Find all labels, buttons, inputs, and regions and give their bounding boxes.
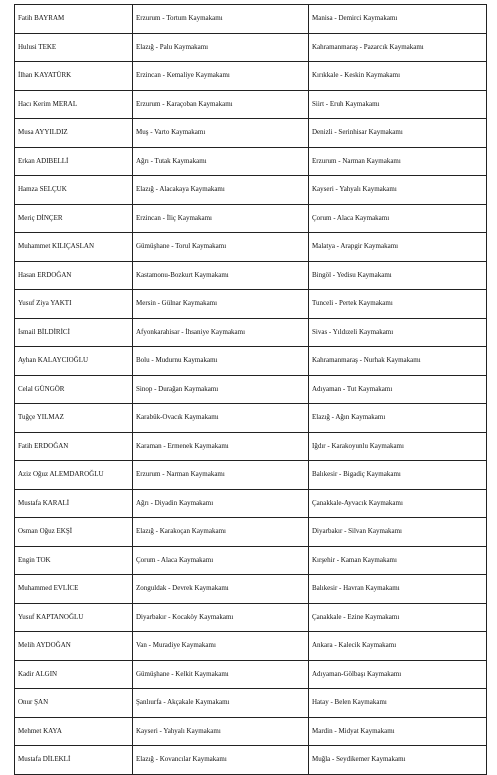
table-row bbox=[15, 375, 487, 404]
current-post-cell: Elazığ - Palu Kaymakamı bbox=[133, 33, 309, 62]
person-name-cell: Hasan ERDOĞAN bbox=[15, 261, 133, 290]
new-post-cell: Siirt - Eruh Kaymakamı bbox=[309, 90, 487, 119]
current-post-cell: Diyarbakır - Kocaköy Kaymakamı bbox=[133, 603, 309, 632]
table-row bbox=[15, 33, 487, 62]
new-post-cell: Kahramanmaraş - Pazarcık Kaymakamı bbox=[309, 33, 487, 62]
current-post-cell: Van - Muradiye Kaymakamı bbox=[133, 632, 309, 661]
current-post-cell: Bolu - Mudurnu Kaymakamı bbox=[133, 347, 309, 376]
table-row bbox=[15, 404, 487, 433]
current-post-cell: Afyonkarahisar - İhsaniye Kaymakamı bbox=[133, 318, 309, 347]
new-post-cell: Mardin - Midyat Kaymakamı bbox=[309, 717, 487, 746]
table-row bbox=[15, 461, 487, 490]
table-row bbox=[15, 119, 487, 148]
current-post-cell: Muş - Varto Kaymakamı bbox=[133, 119, 309, 148]
new-post-cell: Çorum - Alaca Kaymakamı bbox=[309, 204, 487, 233]
person-name-cell: Yusuf Ziya YAKTI bbox=[15, 290, 133, 319]
new-post-cell: Iğdır - Karakoyunlu Kaymakamı bbox=[309, 432, 487, 461]
table-row bbox=[15, 518, 487, 547]
table-row bbox=[15, 347, 487, 376]
table-row bbox=[15, 290, 487, 319]
table-row bbox=[15, 746, 487, 775]
table-row bbox=[15, 233, 487, 262]
new-post-cell: Kırıkkale - Keskin Kaymakamı bbox=[309, 62, 487, 91]
person-name-cell: Yusuf KAPTANOĞLU bbox=[15, 603, 133, 632]
person-name-cell: Melih AYDOĞAN bbox=[15, 632, 133, 661]
person-name-cell: İlhan KAYATÜRK bbox=[15, 62, 133, 91]
person-name-cell: Fatih BAYRAM bbox=[15, 5, 133, 34]
person-name-cell: Meriç DİNÇER bbox=[15, 204, 133, 233]
current-post-cell: Elazığ - Karakoçan Kaymakamı bbox=[133, 518, 309, 547]
person-name-cell: Celal GÜNGÖR bbox=[15, 375, 133, 404]
new-post-cell: Tunceli - Pertek Kaymakamı bbox=[309, 290, 487, 319]
current-post-cell: Elazığ - Kovancılar Kaymakamı bbox=[133, 746, 309, 775]
table-row bbox=[15, 5, 487, 34]
new-post-cell: Kayseri - Yahyalı Kaymakamı bbox=[309, 176, 487, 205]
current-post-cell: Karabük-Ovacık Kaymakamı bbox=[133, 404, 309, 433]
person-name-cell: Mustafa DİLEKLİ bbox=[15, 746, 133, 775]
appointment-table-body bbox=[15, 5, 487, 775]
person-name-cell: Muhammed EVLİCE bbox=[15, 575, 133, 604]
table-row bbox=[15, 147, 487, 176]
person-name-cell: Erkan ADIBELLİ bbox=[15, 147, 133, 176]
person-name-cell: Hamza SELÇUK bbox=[15, 176, 133, 205]
new-post-cell: Ankara - Kalecik Kaymakamı bbox=[309, 632, 487, 661]
person-name-cell: Musa AYYILDIZ bbox=[15, 119, 133, 148]
new-post-cell: Erzurum - Narman Kaymakamı bbox=[309, 147, 487, 176]
table-row bbox=[15, 689, 487, 718]
current-post-cell: Erzurum - Narman Kaymakamı bbox=[133, 461, 309, 490]
new-post-cell: Kırşehir - Kaman Kaymakamı bbox=[309, 546, 487, 575]
new-post-cell: Denizli - Serinhisar Kaymakamı bbox=[309, 119, 487, 148]
table-row bbox=[15, 603, 487, 632]
new-post-cell: Bingöl - Yedisu Kaymakamı bbox=[309, 261, 487, 290]
table-row bbox=[15, 632, 487, 661]
person-name-cell: Engin TOK bbox=[15, 546, 133, 575]
table-row bbox=[15, 90, 487, 119]
new-post-cell: Adıyaman - Tut Kaymakamı bbox=[309, 375, 487, 404]
person-name-cell: Tuğçe YILMAZ bbox=[15, 404, 133, 433]
table-row bbox=[15, 432, 487, 461]
person-name-cell: Fatih ERDOĞAN bbox=[15, 432, 133, 461]
person-name-cell: Mehmet KAYA bbox=[15, 717, 133, 746]
person-name-cell: Hulusi TEKE bbox=[15, 33, 133, 62]
new-post-cell: Adıyaman-Gölbaşı Kaymakamı bbox=[309, 660, 487, 689]
current-post-cell: Karaman - Ermenek Kaymakamı bbox=[133, 432, 309, 461]
new-post-cell: Çanakkale-Ayvacık Kaymakamı bbox=[309, 489, 487, 518]
new-post-cell: Elazığ - Ağın Kaymakamı bbox=[309, 404, 487, 433]
current-post-cell: Erzurum - Tortum Kaymakamı bbox=[133, 5, 309, 34]
person-name-cell: Kadir ALGIN bbox=[15, 660, 133, 689]
current-post-cell: Gümüşhane - Kelkit Kaymakamı bbox=[133, 660, 309, 689]
person-name-cell: İsmail BİLDİRİCİ bbox=[15, 318, 133, 347]
new-post-cell: Malatya - Arapgir Kaymakamı bbox=[309, 233, 487, 262]
new-post-cell: Diyarbakır - Silvan Kaymakamı bbox=[309, 518, 487, 547]
new-post-cell: Kahramanmaraş - Nurhak Kaymakamı bbox=[309, 347, 487, 376]
new-post-cell: Sivas - Yıldızeli Kaymakamı bbox=[309, 318, 487, 347]
new-post-cell: Balıkesir - Havran Kaymakamı bbox=[309, 575, 487, 604]
current-post-cell: Çorum - Alaca Kaymakamı bbox=[133, 546, 309, 575]
table-row bbox=[15, 489, 487, 518]
person-name-cell: Hacı Kerim MERAL bbox=[15, 90, 133, 119]
new-post-cell: Balıkesir - Bigadiç Kaymakamı bbox=[309, 461, 487, 490]
current-post-cell: Ağrı - Diyadin Kaymakamı bbox=[133, 489, 309, 518]
table-row bbox=[15, 62, 487, 91]
table-row bbox=[15, 318, 487, 347]
person-name-cell: Ayhan KALAYCIOĞLU bbox=[15, 347, 133, 376]
new-post-cell: Hatay - Belen Kaymakamı bbox=[309, 689, 487, 718]
new-post-cell: Çanakkale - Ezine Kaymakamı bbox=[309, 603, 487, 632]
current-post-cell: Erzincan - İliç Kaymakamı bbox=[133, 204, 309, 233]
appointment-table bbox=[14, 4, 487, 775]
person-name-cell: Osman Oğuz EKŞİ bbox=[15, 518, 133, 547]
person-name-cell: Muhammet KILIÇASLAN bbox=[15, 233, 133, 262]
current-post-cell: Erzurum - Karaçoban Kaymakamı bbox=[133, 90, 309, 119]
current-post-cell: Kayseri - Yahyalı Kaymakamı bbox=[133, 717, 309, 746]
current-post-cell: Elazığ - Alacakaya Kaymakamı bbox=[133, 176, 309, 205]
table-row bbox=[15, 660, 487, 689]
current-post-cell: Sinop - Durağan Kaymakamı bbox=[133, 375, 309, 404]
current-post-cell: Kastamonu-Bozkurt Kaymakamı bbox=[133, 261, 309, 290]
person-name-cell: Onur ŞAN bbox=[15, 689, 133, 718]
table-row bbox=[15, 204, 487, 233]
person-name-cell: Aziz Oğuz ALEMDAROĞLU bbox=[15, 461, 133, 490]
current-post-cell: Ağrı - Tutak Kaymakamı bbox=[133, 147, 309, 176]
person-name-cell: Mustafa KARALİ bbox=[15, 489, 133, 518]
current-post-cell: Mersin - Gülnar Kaymakamı bbox=[133, 290, 309, 319]
current-post-cell: Erzincan - Kemaliye Kaymakamı bbox=[133, 62, 309, 91]
table-row bbox=[15, 176, 487, 205]
table-row bbox=[15, 717, 487, 746]
new-post-cell: Manisa - Demirci Kaymakamı bbox=[309, 5, 487, 34]
new-post-cell: Muğla - Seydikemer Kaymakamı bbox=[309, 746, 487, 775]
table-row bbox=[15, 575, 487, 604]
table-row bbox=[15, 261, 487, 290]
current-post-cell: Gümüşhane - Torul Kaymakamı bbox=[133, 233, 309, 262]
current-post-cell: Zonguldak - Devrek Kaymakamı bbox=[133, 575, 309, 604]
table-row bbox=[15, 546, 487, 575]
current-post-cell: Şanlıurfa - Akçakale Kaymakamı bbox=[133, 689, 309, 718]
